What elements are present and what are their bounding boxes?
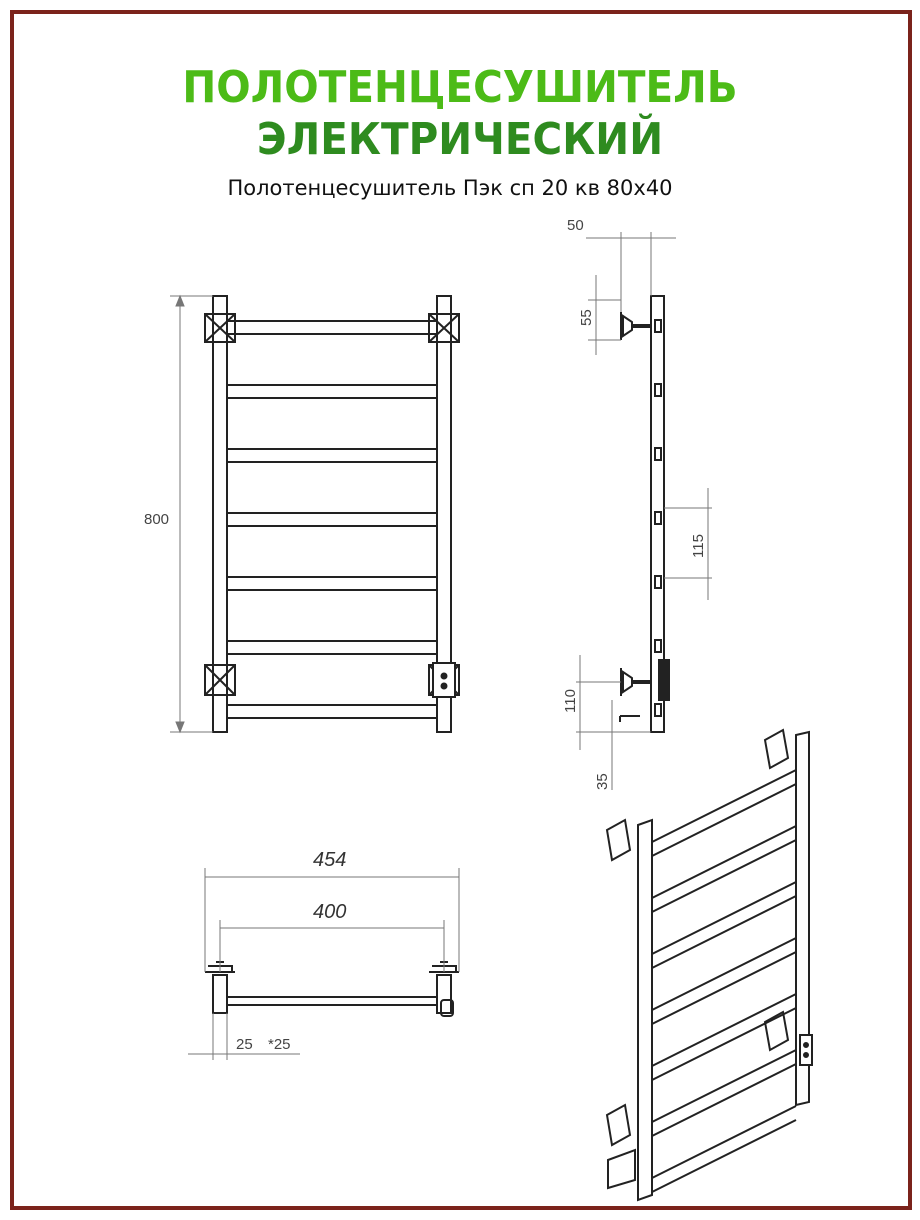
front-wall-bracket [205, 314, 459, 695]
dim-top-axis-width: 400 [313, 901, 347, 923]
dim-top-total-width: 454 [313, 849, 347, 871]
dim-side-bottom-offset: 35 [594, 773, 611, 790]
top-rung [227, 997, 437, 1005]
dim-top-profile-b: *25 [268, 1036, 291, 1053]
dim-top-profile-a: 25 [236, 1036, 253, 1053]
top-view [188, 868, 459, 1060]
iso-front-post [638, 820, 652, 1200]
dim-front-height: 800 [144, 511, 170, 528]
heating-element-box [433, 663, 455, 697]
iso-heater-box [800, 1035, 812, 1065]
top-right-post [437, 975, 451, 1013]
side-heater-box [659, 660, 669, 700]
dim-side-rung-pitch: 115 [690, 534, 707, 558]
dim-side-top-mount: 55 [578, 309, 595, 326]
front-left-post [213, 296, 227, 732]
title-line2: ЭЛЕКТРИЧЕСКИЙ [256, 114, 664, 165]
iso-wall-bracket [607, 730, 788, 1188]
isometric-view [607, 730, 812, 1200]
title-line1: ПОЛОТЕНЦЕСУШИТЕЛЬ [182, 62, 738, 113]
side-view [576, 232, 712, 790]
iso-rungs [652, 770, 796, 1192]
product-subtitle: Полотенцесушитель Пэк сп 20 кв 80х40 [227, 176, 673, 200]
dim-side-bottom-mount: 110 [562, 689, 579, 713]
side-rung-ends [655, 320, 661, 716]
top-left-post [213, 975, 227, 1013]
front-view [170, 296, 459, 732]
front-rungs [227, 321, 437, 718]
dim-side-offset: 50 [567, 217, 584, 234]
side-wall-mount [621, 312, 651, 696]
